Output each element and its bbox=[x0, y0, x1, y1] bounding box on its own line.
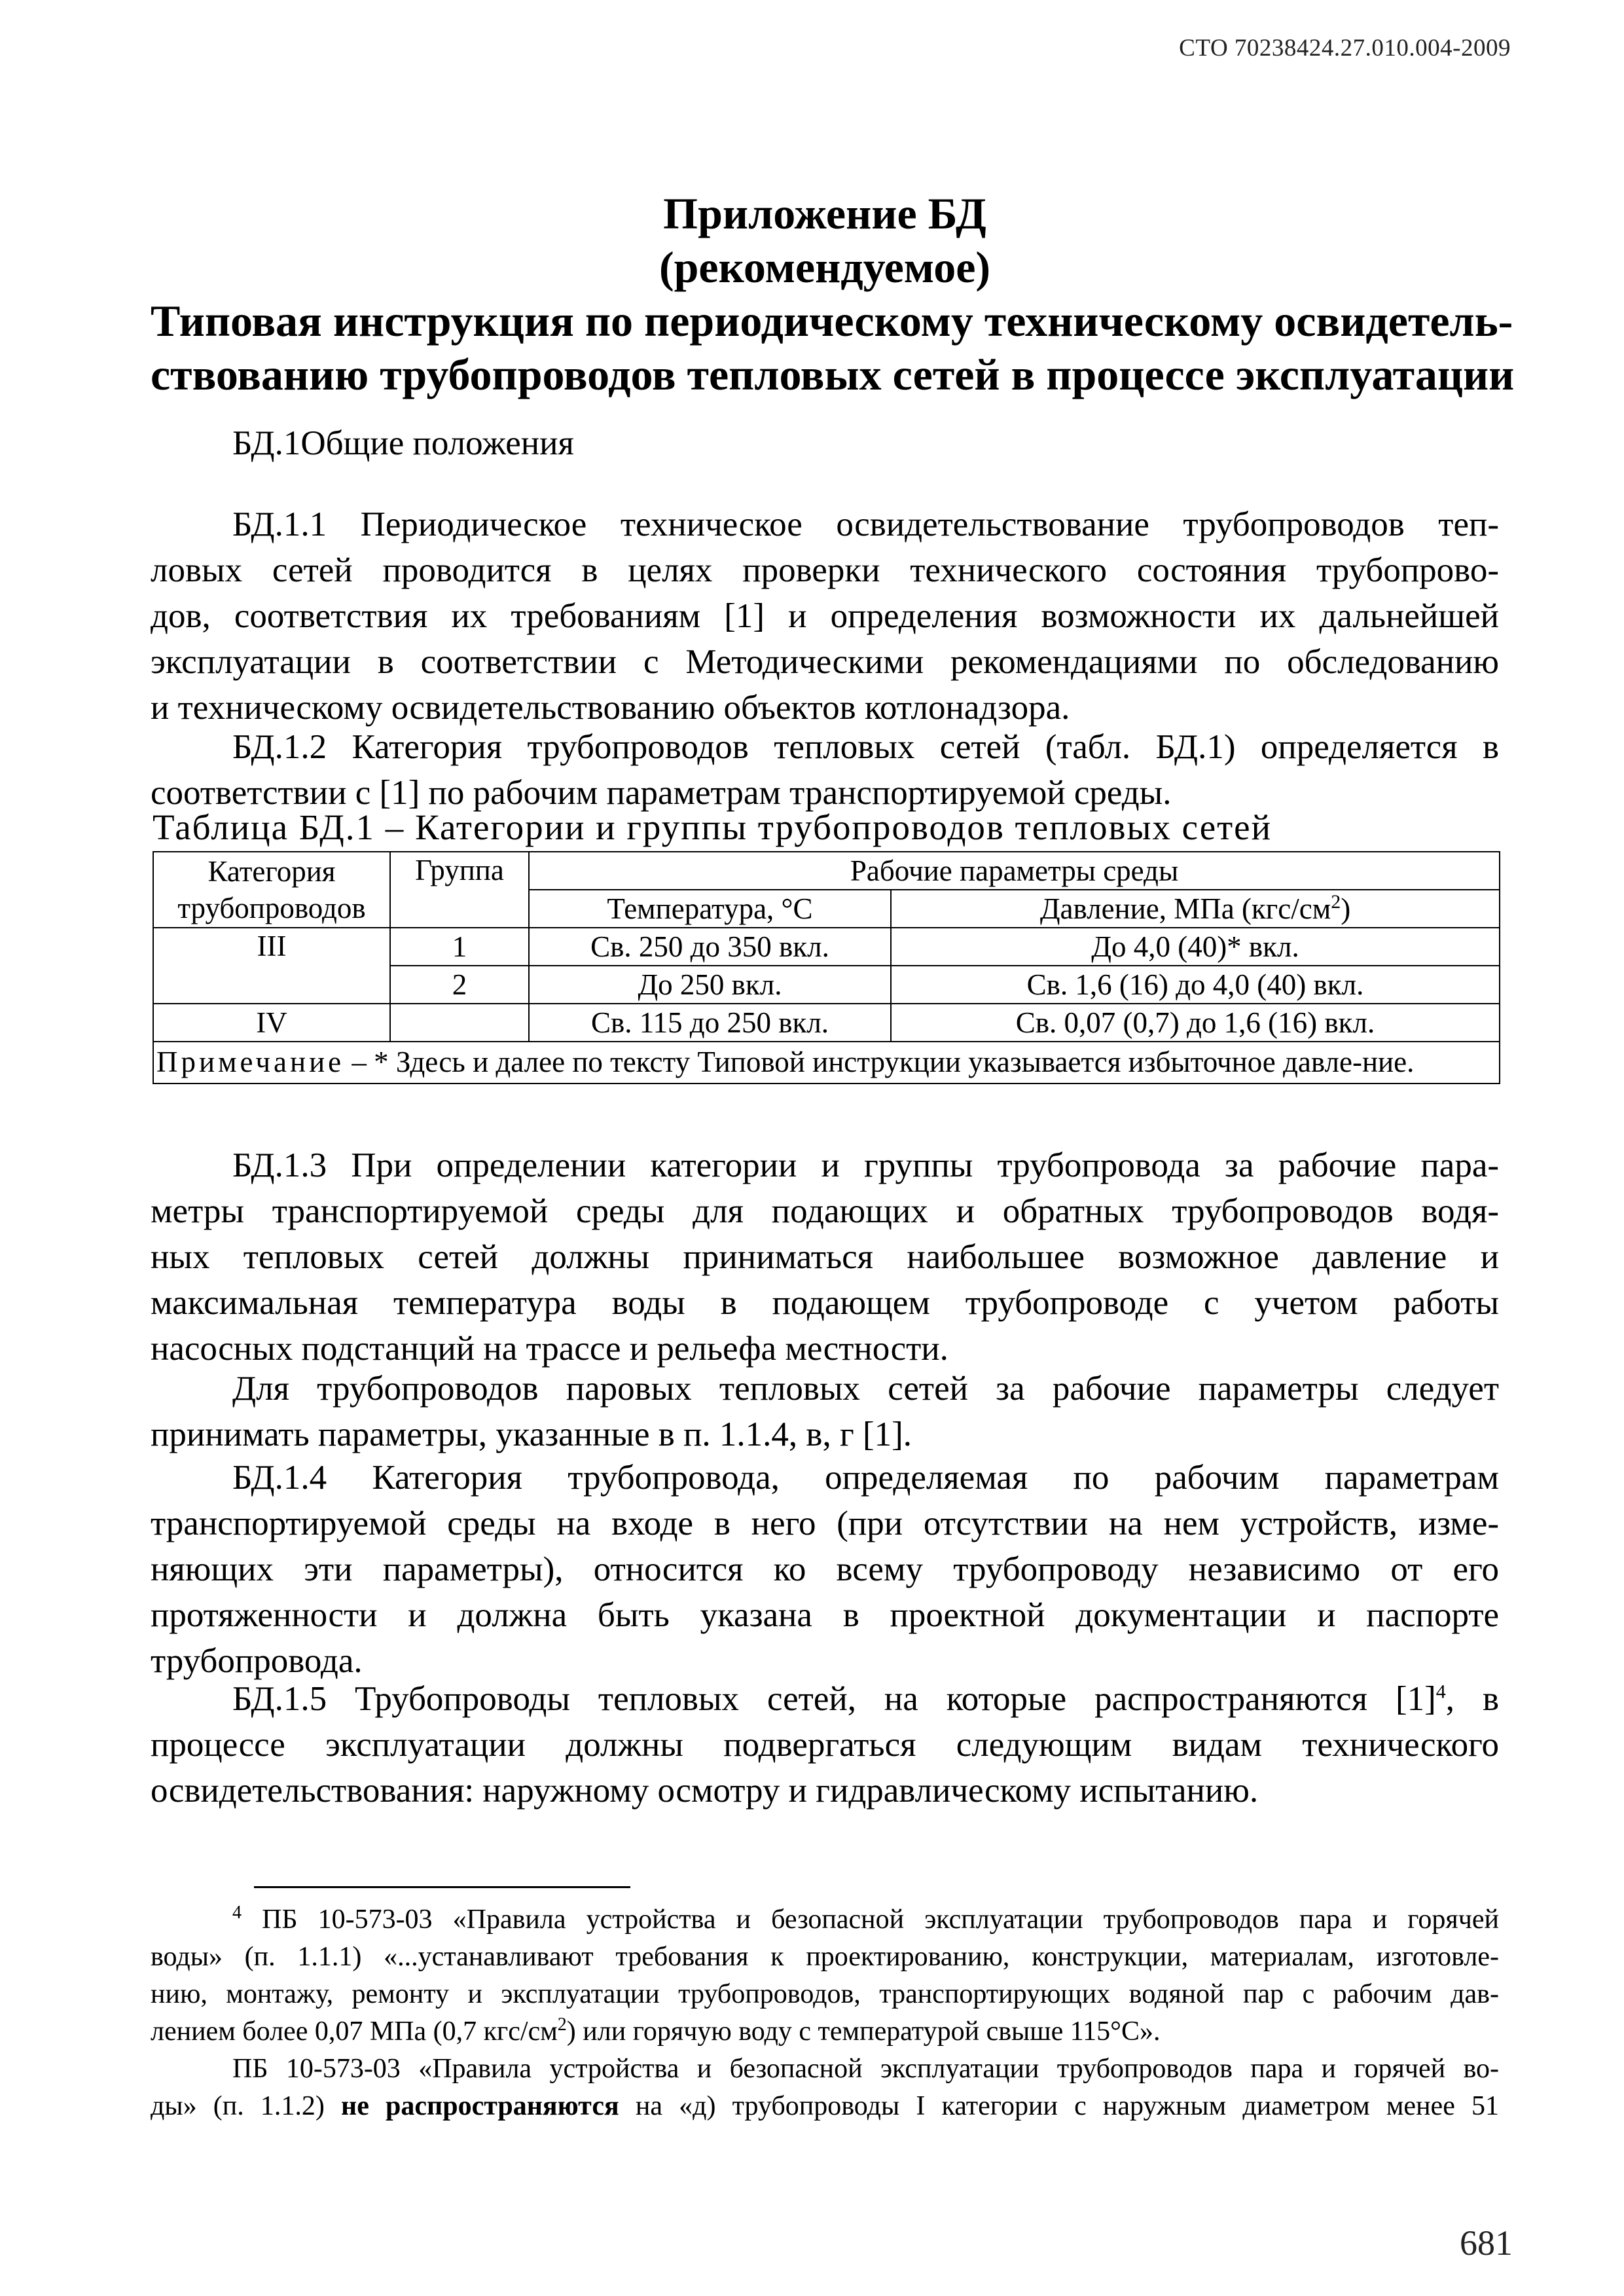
table-cell-temperature: До 250 вкл. bbox=[529, 966, 891, 1004]
paragraph-bd-1-1 bbox=[151, 501, 1499, 731]
paragraph-line: ловых сетей проводится в целях проверки технического состояния трубопрово- bbox=[151, 551, 1499, 589]
footnote-text: лением более 0,07 МПа (0,7 кгс/см bbox=[151, 2016, 558, 2047]
column-header-category-line-1: Категория bbox=[208, 855, 336, 888]
paragraph-line: ных тепловых сетей должны приниматься наибольшее возможное давление и bbox=[151, 1238, 1499, 1276]
paragraph-line: соответствии с [1] по рабочим параметрам транспортируемой среды. bbox=[151, 774, 1172, 812]
table-caption: Таблица БД.1 – Категории и группы трубопроводов тепловых сетей bbox=[153, 807, 1272, 847]
table-note bbox=[153, 1042, 1500, 1084]
paragraph-line: Для трубопроводов паровых тепловых сетей за рабочие параметры следует bbox=[232, 1370, 1499, 1408]
paragraph-line: метры транспортируемой среды для подающих и обратных трубопроводов водя- bbox=[151, 1192, 1499, 1230]
table-cell-group bbox=[390, 1004, 529, 1042]
footnote-text: на «д) трубопроводы I категории с наружным диаметром менее 51 bbox=[619, 2091, 1499, 2121]
footnote-text: ) или горячую воду с температурой свыше 115°С». bbox=[566, 2016, 1161, 2047]
paragraph-bd-1-5 bbox=[151, 1676, 1499, 1813]
paragraph-bd-1-3 bbox=[151, 1142, 1499, 1372]
paragraph-line: БД.1.2 Категория трубопроводов тепловых сетей (табл. БД.1) определяется в bbox=[232, 728, 1499, 766]
table-row bbox=[153, 928, 1500, 966]
column-header-group: Группа bbox=[390, 852, 529, 928]
footnote-line: ПБ 10-573-03 «Правила устройства и безопасной эксплуатации трубопроводов пара и горячей во- bbox=[232, 2054, 1499, 2084]
footnote-line: воды» (п. 1.1.1) «...устанавливают требования к проектированию, конструкции, материалам, изготовле- bbox=[151, 1942, 1499, 1972]
column-header-pressure-text: Давление, МПа (кгс/см bbox=[1039, 892, 1331, 925]
column-header-pressure-close: ) bbox=[1341, 892, 1351, 925]
table-note-text: – * Здесь и далее по тексту Типовой инструкции указывается избыточное давле-ние. bbox=[344, 1046, 1415, 1078]
categories-table bbox=[153, 851, 1500, 1084]
footnote-line: нию, монтажу, ремонту и эксплуатации трубопроводов, транспортирующих водяной пар с рабочим дав- bbox=[151, 1979, 1499, 2009]
paragraph-line: БД.1.4 Категория трубопровода, определяемая по рабочим параметрам bbox=[232, 1459, 1499, 1497]
column-header-temperature: Температура, °С bbox=[529, 890, 891, 928]
paragraph-line: и техническому освидетельствованию объектов котлонадзора. bbox=[151, 689, 1070, 727]
footnote-text: ПБ 10-573-03 «Правила устройства и безопасной эксплуатации трубопроводов пара и горячей bbox=[242, 1904, 1499, 1935]
footnote-separator bbox=[254, 1886, 630, 1888]
paragraph-bd-1-2 bbox=[151, 724, 1499, 816]
paragraph-line: БД.1.3 При определении категории и группы трубопровода за рабочие пара- bbox=[232, 1146, 1499, 1184]
paragraph-line: БД.1.1 Периодическое техническое освидетельствование трубопроводов теп- bbox=[232, 505, 1499, 543]
paragraph-steam-networks bbox=[151, 1366, 1499, 1457]
table-cell-category: IV bbox=[153, 1004, 390, 1042]
footnote-reference: 4 bbox=[1435, 1681, 1446, 1703]
paragraph-line: дов, соответствия их требованиям [1] и определения возможности их дальнейшей bbox=[151, 597, 1499, 635]
appendix-title-line-4: ствованию трубопроводов тепловых сетей в процессе эксплуатации bbox=[151, 350, 1515, 399]
section-heading: БД.1Общие положения bbox=[232, 424, 574, 462]
page-number: 681 bbox=[1460, 2223, 1513, 2263]
paragraph-line bbox=[151, 1676, 1499, 1722]
footnote-line bbox=[151, 1901, 1499, 1939]
column-header-pressure bbox=[891, 890, 1500, 928]
paragraph-line: эксплуатации в соответствии с Методическими рекомендациями по обследованию bbox=[151, 643, 1499, 681]
table-cell-pressure: До 4,0 (40)* вкл. bbox=[891, 928, 1500, 966]
document-code-header: СТО 70238424.27.010.004-2009 bbox=[1179, 35, 1511, 62]
footnote-mark: 4 bbox=[232, 1903, 242, 1923]
paragraph-text: БД.1.5 Трубопроводы тепловых сетей, на которые распространяются [1] bbox=[232, 1680, 1436, 1718]
superscript: 2 bbox=[1331, 891, 1341, 913]
footnote-line bbox=[151, 2013, 1499, 2050]
table-cell-pressure: Св. 1,6 (16) до 4,0 (40) вкл. bbox=[891, 966, 1500, 1004]
table-cell-temperature: Св. 115 до 250 вкл. bbox=[529, 1004, 891, 1042]
appendix-title bbox=[151, 187, 1515, 401]
table-note-row bbox=[153, 1042, 1500, 1084]
superscript: 2 bbox=[557, 2014, 567, 2035]
paragraph-line: трубопровода. bbox=[151, 1642, 363, 1680]
appendix-title-line-3: Типовая инструкция по периодическому техническому освидетель- bbox=[151, 296, 1513, 346]
footnote-4 bbox=[151, 1901, 1499, 2125]
paragraph-line: няющих эти параметры), относится ко всему трубопроводу независимо от его bbox=[151, 1550, 1499, 1588]
table-cell-temperature: Св. 250 до 350 вкл. bbox=[529, 928, 891, 966]
table-cell-category: III bbox=[153, 928, 390, 1004]
table-cell-group: 1 bbox=[390, 928, 529, 966]
footnote-text: ды» (п. 1.1.2) bbox=[151, 2091, 342, 2121]
table-cell-pressure: Св. 0,07 (0,7) до 1,6 (16) вкл. bbox=[891, 1004, 1500, 1042]
footnote-emphasis: не распространяются bbox=[341, 2091, 619, 2121]
paragraph-line: насосных подстанций на трассе и рельефа местности. bbox=[151, 1330, 948, 1368]
paragraph-line: протяженности и должна быть указана в проектной документации и паспорте bbox=[151, 1596, 1499, 1634]
paragraph-line: максимальная температура воды в подающем трубопроводе с учетом работы bbox=[151, 1284, 1499, 1322]
column-header-category bbox=[153, 852, 390, 928]
section-heading-block bbox=[151, 420, 1499, 466]
table-cell-group: 2 bbox=[390, 966, 529, 1004]
paragraph-line: транспортируемой среды на входе в него (при отсутствии на нем устройств, изме- bbox=[151, 1504, 1499, 1542]
table-header-row bbox=[153, 852, 1500, 890]
appendix-title-line-1: Приложение БД bbox=[663, 189, 986, 238]
table-note-label: Примечание bbox=[156, 1046, 345, 1078]
table-row bbox=[153, 1004, 1500, 1042]
paragraph-bd-1-4 bbox=[151, 1455, 1499, 1684]
appendix-title-line-2: (рекомендуемое) bbox=[659, 242, 991, 292]
paragraph-text: , в bbox=[1445, 1680, 1499, 1718]
paragraph-line: принимать параметры, указанные в п. 1.1.4, в, г [1]. bbox=[151, 1415, 912, 1453]
column-header-params: Рабочие параметры среды bbox=[529, 852, 1500, 890]
column-header-category-line-2: трубопроводов bbox=[177, 892, 366, 924]
paragraph-line: освидетельствования: наружному осмотру и гидравлическому испытанию. bbox=[151, 1772, 1259, 1810]
footnote-line bbox=[151, 2088, 1499, 2125]
paragraph-line: процессе эксплуатации должны подвергаться следующим видам технического bbox=[151, 1726, 1499, 1764]
